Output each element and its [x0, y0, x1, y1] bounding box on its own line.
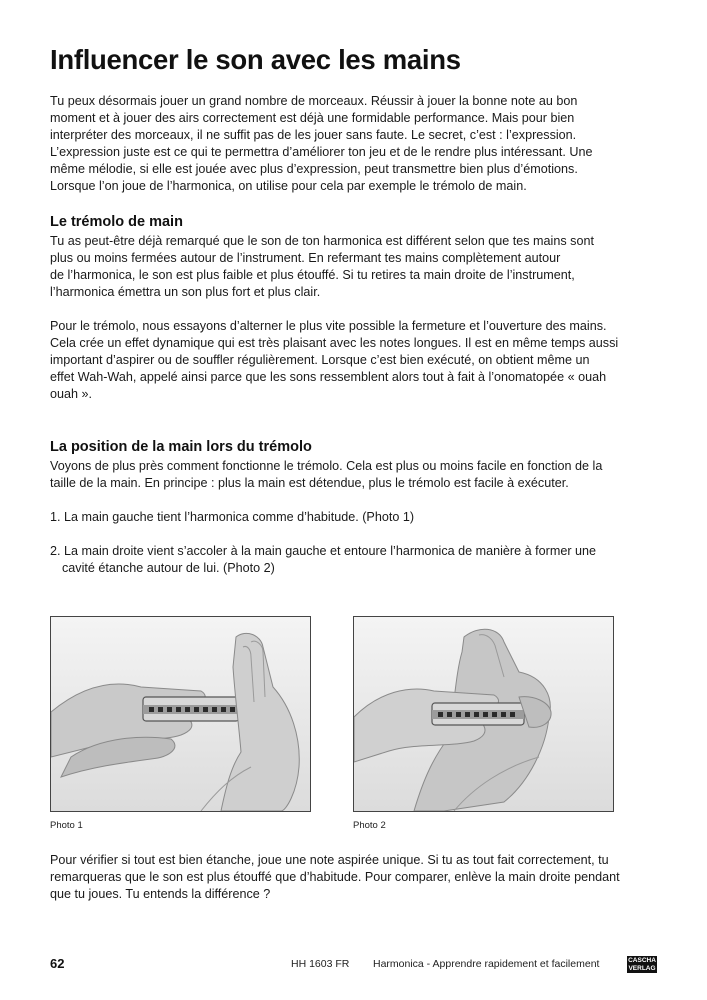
intro-paragraph — [50, 93, 650, 195]
text-line: l’harmonica émettra un son plus fort et plus clair. — [50, 285, 321, 299]
section-heading-tremolo: Le trémolo de main — [50, 214, 183, 230]
photo-2-caption: Photo 2 — [353, 820, 386, 831]
list-item-text: 1. La main gauche tient l’harmonica comme d’habitude. (Photo 1) — [50, 510, 415, 524]
text-line: effet Wah-Wah, appelé ainsi parce que les sons ressemblent alors tout à fait à l’onomatopée « ouah — [50, 370, 607, 384]
publisher-logo — [627, 956, 657, 973]
logo-line-1: CASCHA — [628, 957, 656, 964]
photo-1-caption: Photo 1 — [50, 820, 83, 831]
page-number: 62 — [50, 956, 65, 971]
tremolo-paragraph-2 — [50, 318, 650, 403]
text-line: de l’harmonica, le son est plus faible et plus étouffé. Si tu retires ta main droite de l’instrument, — [50, 268, 575, 282]
text-line: remarqueras que le son est plus étouffé que d’habitude. Pour comparer, enlève la main droite pendant — [50, 870, 620, 884]
tremolo-paragraph-1 — [50, 233, 650, 301]
text-line: que tu joues. Tu entends la différence ? — [50, 887, 271, 901]
list-item-1 — [50, 509, 650, 526]
text-line: Cela crée un effet dynamique qui est très plaisant avec les notes longues. Il est en même temps aussi — [50, 336, 619, 350]
photo-2-illustration — [354, 617, 613, 811]
text-line: Voyons de plus près comment fonctionne le trémolo. Cela est plus ou moins facile en fonction de la — [50, 459, 603, 473]
book-title: Harmonica - Apprendre rapidement et facilement — [373, 958, 600, 970]
hand-position-paragraph — [50, 458, 650, 492]
text-line: plus ou moins fermées autour de l’instrument. En refermant tes mains complètement autour — [50, 251, 561, 265]
text-line: Pour vérifier si tout est bien étanche, joue une note aspirée unique. Si tu as tout fait correctement, tu — [50, 853, 609, 867]
text-line: ouah ». — [50, 387, 93, 401]
logo-line-2: VERLAG — [628, 964, 656, 972]
text-line: Pour le trémolo, nous essayons d’alterner le plus vite possible la fermeture et l’ouverture des mains. — [50, 319, 607, 333]
text-line: important d’aspirer ou de souffler régulièrement. Lorsque c’est bien exécuté, on obtient même un — [50, 353, 590, 367]
text-line: taille de la main. En principe : plus la main est détendue, plus le trémolo est facile à exécuter. — [50, 476, 569, 490]
text-line: Lorsque l’on joue de l’harmonica, on utilise pour cela par exemple le trémolo de main. — [50, 179, 527, 193]
text-line: interpréter des morceaux, il ne suffit pas de les jouer sans faute. Le secret, c’est : l’expression. — [50, 128, 577, 142]
photo-1 — [50, 616, 311, 812]
page-title: Influencer le son avec les mains — [50, 44, 461, 75]
text-line: Tu peux désormais jouer un grand nombre de morceaux. Réussir à jouer la bonne note au bon — [50, 94, 578, 108]
text-line: même mélodie, si elle est jouée avec plus d’expression, peut transmettre bien plus d’émotions. — [50, 162, 578, 176]
section-heading-hand-position: La position de la main lors du trémolo — [50, 439, 312, 455]
text-line: L’expression juste est ce qui te permettra d’améliorer ton jeu et de le rendre plus intéressant. Une — [50, 145, 593, 159]
list-item-2 — [50, 543, 650, 577]
list-item-text: 2. La main droite vient s’accoler à la main gauche et entoure l’harmonica de manière à former une — [50, 544, 597, 558]
photo-1-illustration — [51, 617, 310, 811]
list-item-text-continued: cavité étanche autour de lui. (Photo 2) — [62, 561, 275, 575]
text-line: Tu as peut-être déjà remarqué que le son de ton harmonica est différent selon que tes mains sont — [50, 234, 594, 248]
text-line: moment et à jouer des airs correctement est déjà une formidable performance. Mais pour bien — [50, 111, 575, 125]
closing-paragraph — [50, 852, 650, 903]
photo-2 — [353, 616, 614, 812]
product-code: HH 1603 FR — [291, 958, 350, 970]
